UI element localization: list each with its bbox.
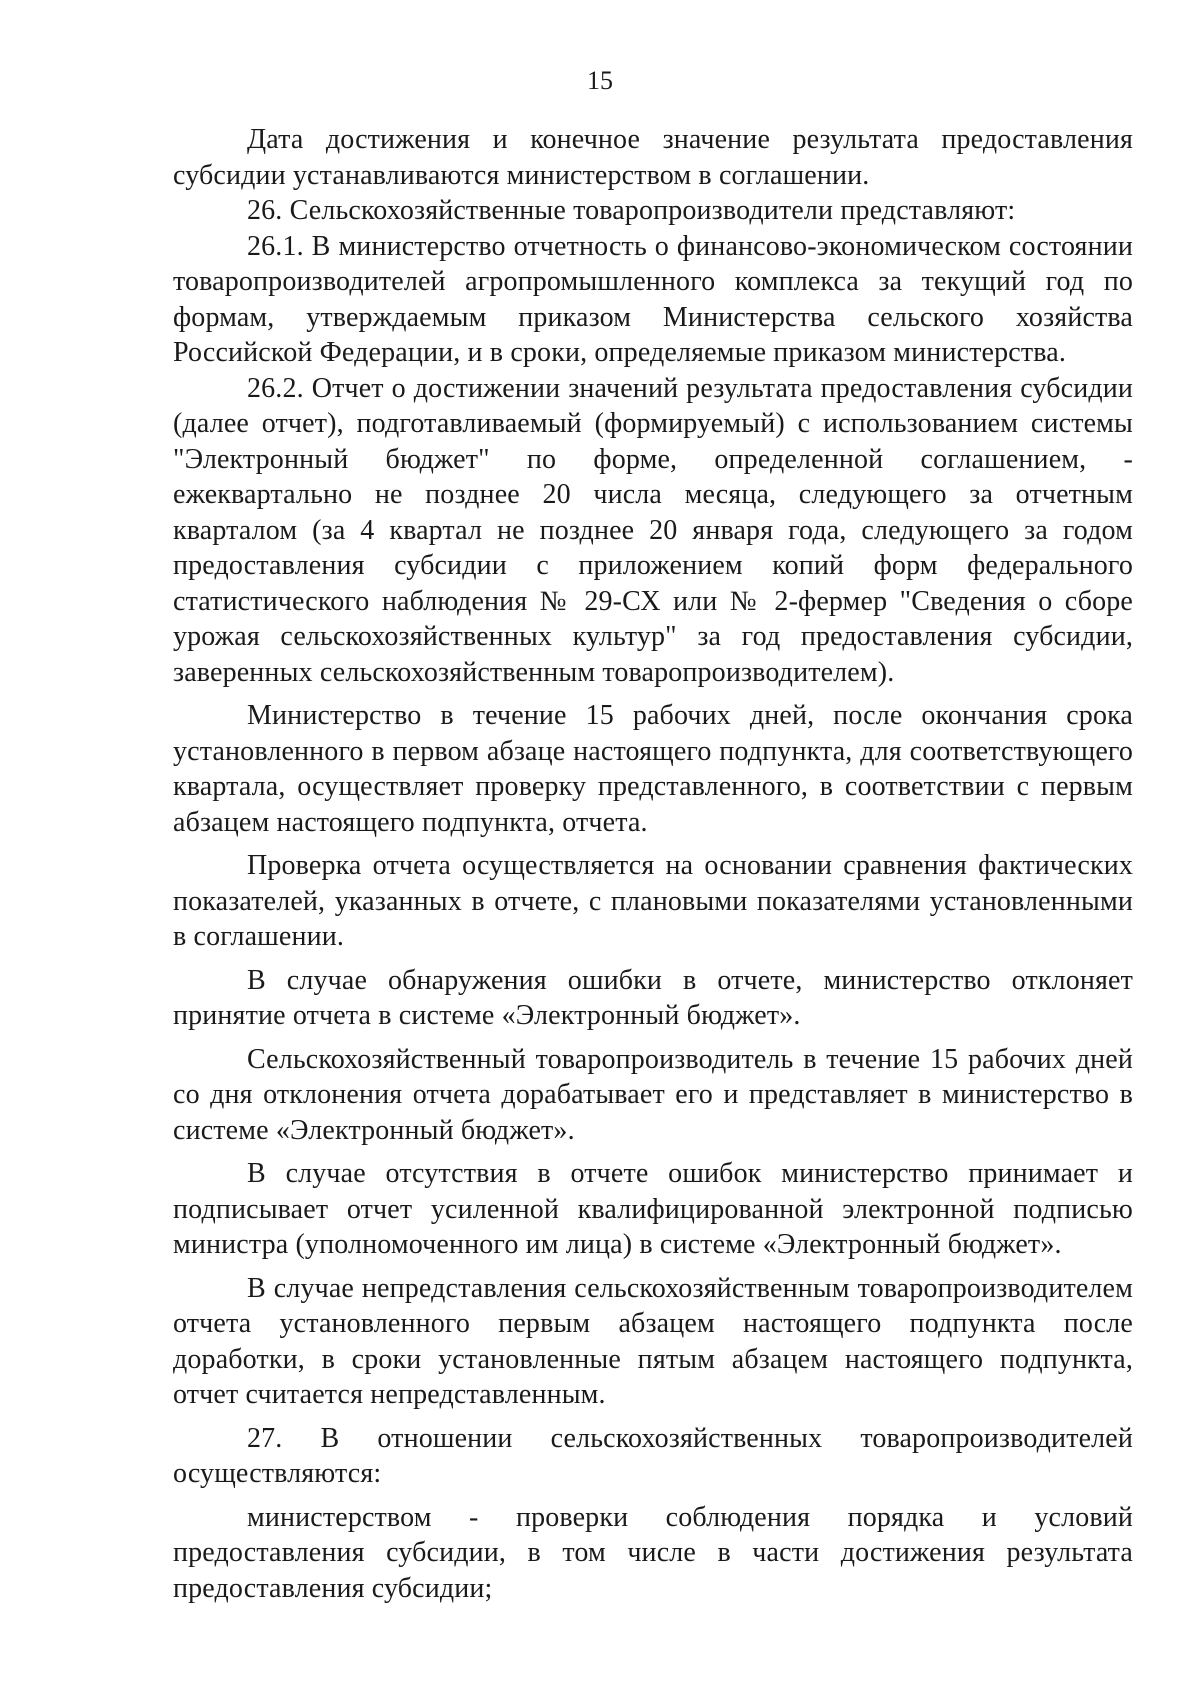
paragraph-no-errors: В случае отсутствия в отчете ошибок министерство принимает и подписывает отчет усиленной квалифицированной электронной подписью министра (уполномоченного им лица) в системе «Электронный бюджет». <box>173 1158 1133 1260</box>
paragraph-report-check: Проверка отчета осуществляется на основании сравнения фактических показателей, указанных в отчете, с плановыми показателями установленными в соглашении. <box>173 850 1133 952</box>
paragraph-item-26-2: 26.2. Отчет о достижении значений результата предоставления субсидии (далее отчет), подготавливаемый (формируемый) с использованием системы "Электронный бюджет" по форме, определенной соглашением, - ежеквартально не позднее 20 числа месяца, следующего за отчетным кварталом (за 4 квартал не позднее 20 января года, следующего за годом предоставления субсидии с приложением копий форм федерального статистического наблюдения № 29-СХ или № 2-фермер "Сведения о сборе урожая сельскохозяйственных культур" за год предоставления субсидии, заверенных сельскохозяйственным товаропроизводителем). <box>173 372 1133 688</box>
paragraph-result-date: Дата достижения и конечное значение результата предоставления субсидии устанавливаются министерством в соглашении. <box>173 124 1133 191</box>
paragraph-ministry-review: Министерство в течение 15 рабочих дней, после окончания срока установленного в первом абзаце настоящего подпункта, для соответствующего квартала, осуществляет проверку представленного, в соответствии с первым абзацем настоящего подпункта, отчета. <box>173 700 1133 838</box>
page-number: 15 <box>587 66 613 95</box>
paragraph-not-submitted: В случае непредставления сельскохозяйственным товаропроизводителем отчета установленного первым абзацем настоящего подпункта после доработки, в сроки установленные пятым абзацем настоящего подпункта, отчет считается непредставленным. <box>173 1272 1133 1410</box>
paragraph-rework: Сельскохозяйственный товаропроизводитель в течение 15 рабочих дней со дня отклонения отчета дорабатывает его и представляет в министерство в системе «Электронный бюджет». <box>173 1043 1133 1146</box>
paragraph-error-found: В случае обнаружения ошибки в отчете, министерство отклоняет принятие отчета в системе «Электронный бюджет». <box>173 964 1133 1031</box>
paragraph-item-26-1: 26.1. В министерство отчетность о финансово-экономическом состоянии товаропроизводителей агропромышленного комплекса за текущий год по формам, утверждаемым приказом Министерства сельского хозяйства Российской Федерации, и в сроки, определяемые приказом министерства. <box>173 230 1133 368</box>
paragraph-item-27: 27. В отношении сельскохозяйственных товаропроизводителей осуществляются: <box>173 1422 1133 1489</box>
paragraph-item-26: 26. Сельскохозяйственные товаропроизводители представляют: <box>247 195 1016 226</box>
document-body <box>173 122 1133 1606</box>
paragraph-ministry-checks: министерством - проверки соблюдения порядка и условий предоставления субсидии, в том числе в части достижения результата предоставления субсидии; <box>173 1501 1133 1604</box>
